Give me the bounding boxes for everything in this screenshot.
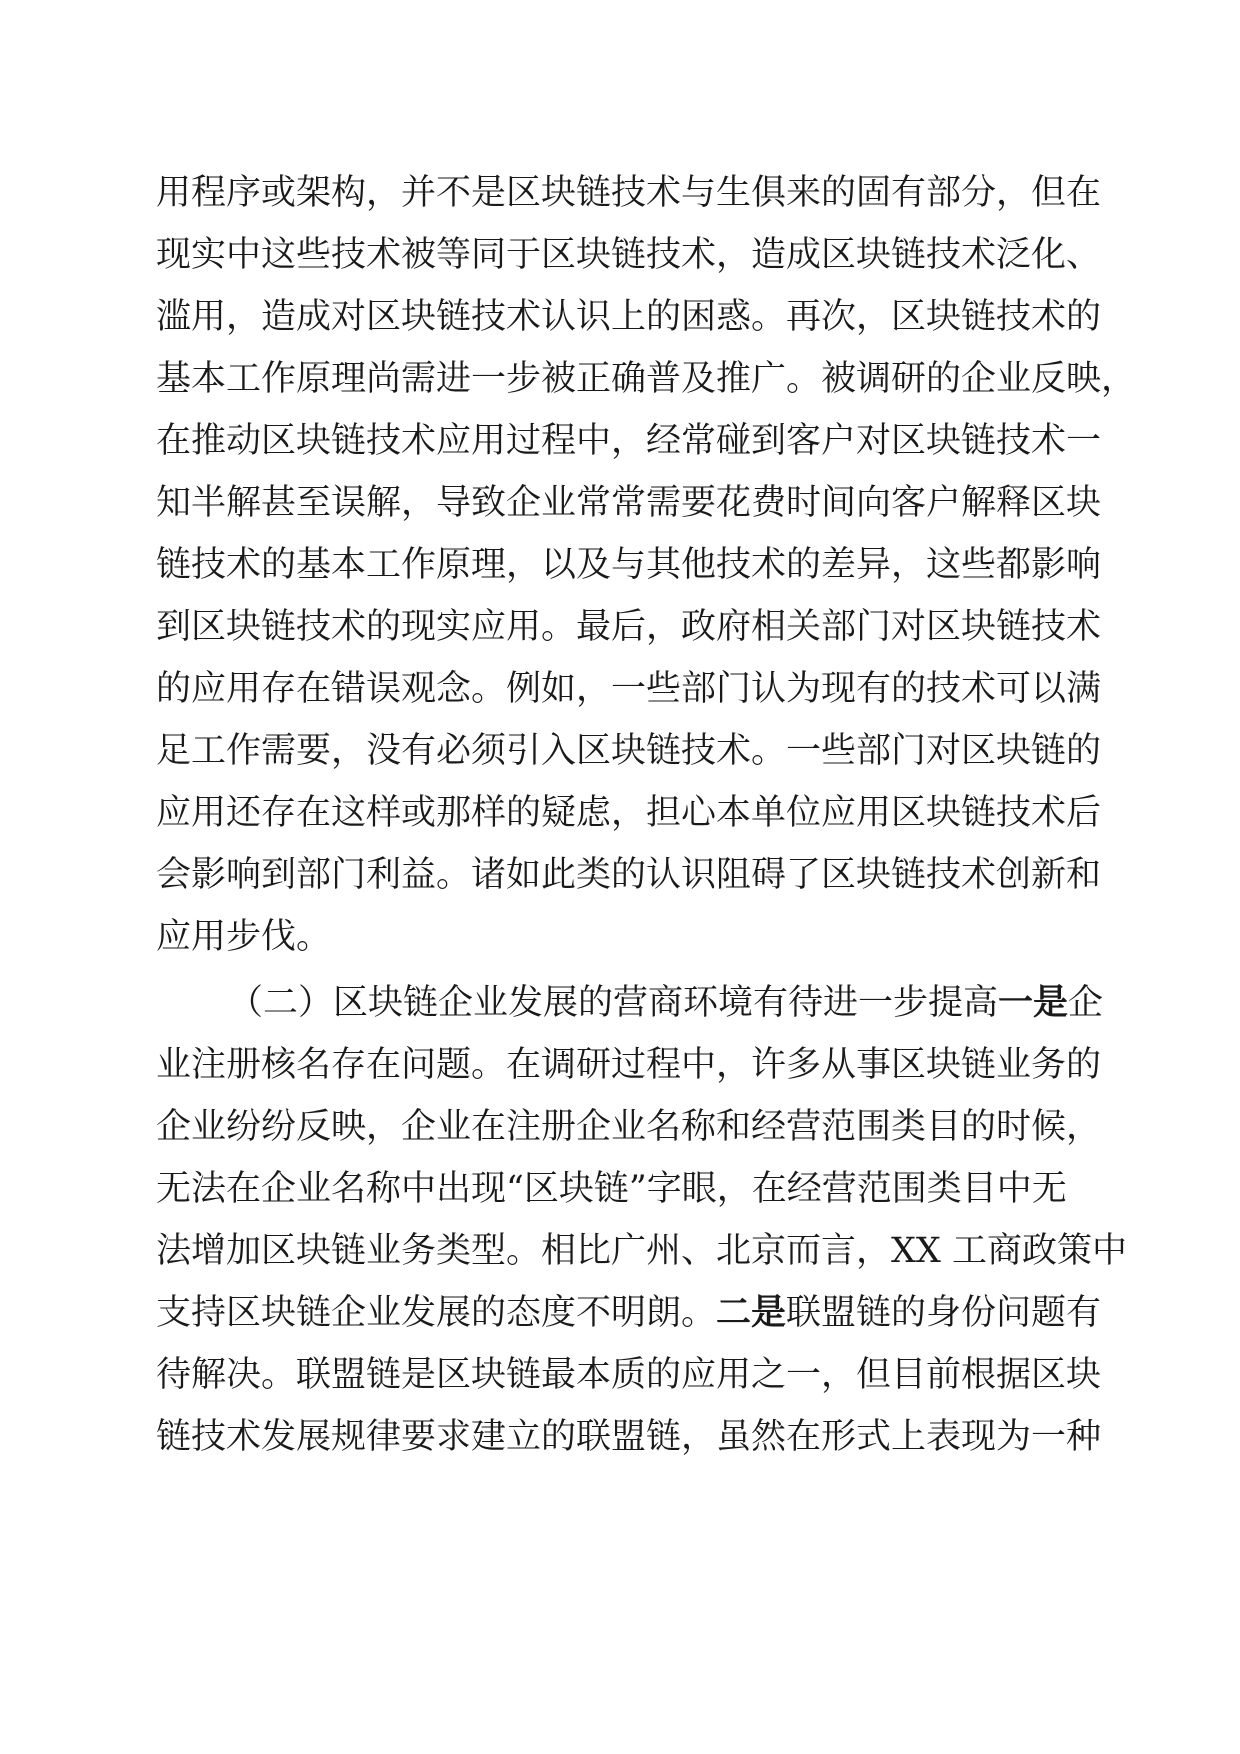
section-heading: （二）区块链企业发展的营商环境有待进一步提高 xyxy=(228,983,999,1023)
text-line: 用程序或架构，并不是区块链技术与生俱来的固有部分，但在 xyxy=(156,173,1102,213)
text-line: 到区块链技术的现实应用。最后，政府相关部门对区块链技术 xyxy=(156,607,1102,647)
text-fragment: 支持区块链企业发展的态度不明朗。 xyxy=(156,1293,717,1333)
text-line: 在推动区块链技术应用过程中，经常碰到客户对区块链技术一 xyxy=(156,421,1102,461)
text-line: 会影响到部门利益。诸如此类的认识阻碍了区块链技术创新和 xyxy=(156,855,1102,895)
text-line: 足工作需要，没有必须引入区块链技术。一些部门对区块链的 xyxy=(156,731,1102,771)
text-line: 的应用存在错误观念。例如，一些部门认为现有的技术可以满 xyxy=(156,669,1102,709)
text-line: 应用步伐。 xyxy=(156,917,332,957)
text-line: 法增加区块链业务类型。相比广州、北京而言，XX 工商政策中 xyxy=(156,1231,1127,1271)
text-line: 基本工作原理尚需进一步被正确普及推广。被调研的企业反映， xyxy=(156,359,1137,399)
text-line: 滥用，造成对区块链技术认识上的困惑。再次，区块链技术的 xyxy=(156,297,1102,337)
text-line: 企业纷纷反映，企业在注册企业名称和经营范围类目的时候， xyxy=(156,1107,1102,1147)
text-line xyxy=(156,1282,1102,1344)
point-marker-two: 二是 xyxy=(716,1292,787,1333)
text-line: 链技术发展规律要求建立的联盟链，虽然在形式上表现为一种 xyxy=(156,1417,1102,1457)
text-line: 知半解甚至误解，导致企业常常需要花费时间向客户解释区块 xyxy=(156,483,1102,523)
text-line: 应用还存在这样或那样的疑虑，担心本单位应用区块链技术后 xyxy=(156,793,1102,833)
text-line: 链技术的基本工作原理，以及与其他技术的差异，这些都影响 xyxy=(156,545,1102,585)
point-marker-one: 一是 xyxy=(998,982,1069,1023)
text-line: 业注册核名存在问题。在调研过程中，许多从事区块链业务的 xyxy=(156,1045,1102,1085)
text-fragment: 联盟链的身份问题有 xyxy=(786,1293,1102,1333)
text-fragment: 企 xyxy=(1068,983,1104,1023)
text-line: 现实中这些技术被等同于区块链技术，造成区块链技术泛化、 xyxy=(156,235,1102,275)
text-line: 待解决。联盟链是区块链最本质的应用之一，但目前根据区块 xyxy=(156,1355,1102,1395)
text-line: 无法在企业名称中出现“区块链”字眼，在经营范围类目中无 xyxy=(156,1169,1067,1209)
section-heading-line xyxy=(156,972,1104,1034)
